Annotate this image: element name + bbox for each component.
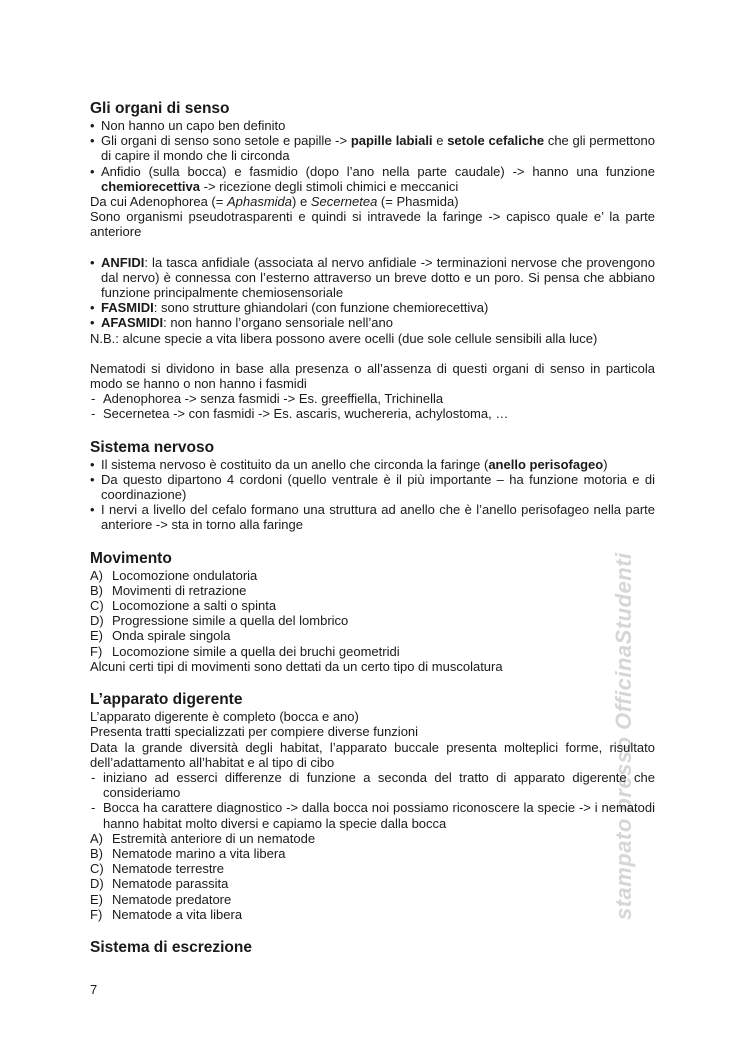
organ-bullets [90,255,655,331]
list-item: - Bocca ha carattere diagnostico -> dalla bocca noi possiamo riconoscere la specie -> i nematodi hanno habitat molto diversi e capiamo la specie dalla bocca [90,800,655,830]
dash-list [90,770,655,831]
list-item: F) Locomozione simile a quella dei bruchi geometridi [90,643,400,659]
paragraph: Da cui Adenophorea (= Aphasmida) e Secernetea (= Phasmida) [90,194,459,210]
nervoso-bullets [90,457,655,533]
document-page [90,100,655,957]
section-title-organi-senso: Gli organi di senso [90,100,230,117]
list-item: C) Locomozione a salti o spinta [90,598,277,614]
list-item: • ANFIDI: la tasca anfidiale (associata al nervo anfidiale -> terminazioni nervose che provengono dal nervo) è connessa con l’esterno attraverso un breve dotto e un poro. Si pensa che abbiano funzione principalmente chemiosensoriale [90,255,655,301]
list-item: • Anfidio (sulla bocca) e fasmidio (dopo l’ano nella parte caudale) -> hanno una funzione chemiorecettiva -> ricezione degli stimoli chimici e meccanici [90,164,655,194]
list-item: • Non hanno un capo ben definito [90,118,655,133]
section-title-sistema-nervoso: Sistema nervoso [90,438,215,456]
paragraph: Nematodi si dividono in base alla presenza o all’assenza di questi organi di senso in particola modo se hanno o non hanno i fasmidi [90,360,655,392]
senso-bullets [90,118,655,194]
list-item: A) Estremità anteriore di un nematode [90,830,316,846]
paragraph: Data la grande diversità degli habitat, l’apparato buccale presenta molteplici forme, risultato dell’adattamento all’habitat e al tipo di cibo [90,739,655,770]
page-number: 7 [90,982,98,997]
section-title-movimento: Movimento [90,549,172,567]
list-item: E) Onda spirale singola [90,628,231,644]
list-item: B) Movimenti di retrazione [90,582,247,598]
list-item: • AFASMIDI: non hanno l’organo sensoriale nell’ano [90,315,655,330]
paragraph: N.B.: alcune specie a vita libera possono avere ocelli (due sole cellule sensibili alla luce) [90,330,598,346]
list-item: B) Nematode marino a vita libera [90,845,286,861]
list-item: • I nervi a livello del cefalo formano una struttura ad anello che è l’anello perisofageo nella parte anteriore -> sta in torno alla faringe [90,502,655,532]
list-item: A) Locomozione ondulatoria [90,567,258,583]
list-item: • Da questo dipartono 4 cordoni (quello ventrale è il più importante – ha funzione motoria e di coordinazione) [90,472,655,502]
list-item: F) Nematode a vita libera [90,906,243,922]
list-item: • FASMIDI: sono strutture ghiandolari (con funzione chemiorecettiva) [90,300,655,315]
list-item: - Adenophorea -> senza fasmidi -> Es. greeffiella, Trichinella [90,391,655,406]
digerente-list [90,831,655,922]
paragraph: L’apparato digerente è completo (bocca e ano) [90,709,359,725]
list-item: D) Progressione simile a quella del lombrico [90,613,349,629]
paragraph: Sono organismi pseudotrasparenti e quindi si intravede la faringe -> capisco quale e’ la parte anteriore [90,209,655,240]
list-item: - iniziano ad esserci differenze di funzione a seconda del tratto di apparato digerente che consideriamo [90,770,655,800]
list-item: D) Nematode parassita [90,876,229,892]
dash-list [90,391,655,421]
section-title-apparato-digerente: L’apparato digerente [90,691,243,709]
movimento-list [90,568,655,659]
list-item: C) Nematode terrestre [90,861,224,877]
list-item: - Secernetea -> con fasmidi -> Es. ascaris, wuchereria, achylostoma, … [90,406,655,421]
paragraph: Presenta tratti specializzati per compiere diverse funzioni [90,724,419,740]
list-item: • Il sistema nervoso è costituito da un anello che circonda la faringe (anello perisofageo) [90,457,655,472]
list-item: • Gli organi di senso sono setole e papille -> papille labiali e setole cefaliche che gli permettono di capire il mondo che li circonda [90,133,655,163]
paragraph: Alcuni certi tipi di movimenti sono dettati da un certo tipo di muscolatura [90,658,503,674]
section-title-escrezione: Sistema di escrezione [90,938,252,956]
list-item: E) Nematode predatore [90,891,232,907]
watermark: stampato presso OfficinaStudenti [611,552,636,920]
